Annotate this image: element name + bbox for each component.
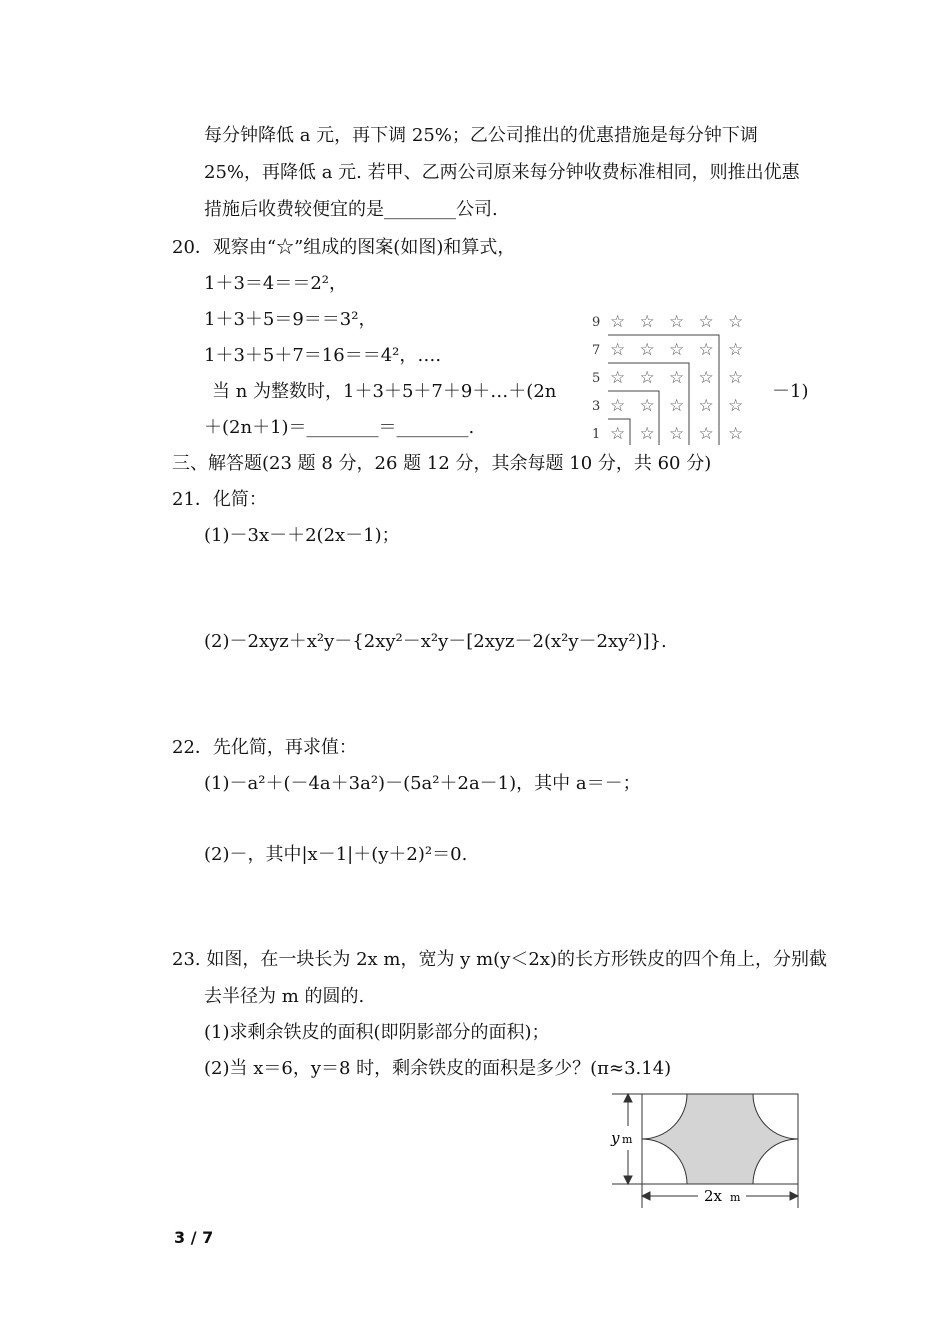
star-icon: ☆ (669, 396, 685, 416)
q21-part1: (1)－3x－＋2(2x－1)； (204, 525, 400, 546)
q22-part2: (2)－，其中|x－1|＋(y＋2)²＝0. (204, 844, 468, 865)
row-label: 1 (592, 427, 601, 442)
star-icon: ☆ (669, 340, 685, 360)
star-icon: ☆ (669, 312, 685, 332)
row-label: 9 (592, 315, 601, 330)
width-unit: m (622, 1133, 633, 1146)
star-icon: ☆ (728, 340, 744, 360)
section3-heading: 三、解答题(23 题 8 分，26 题 12 分，其余每题 10 分，共 60 分) (172, 453, 712, 474)
q20-eq2: 1＋3＋5＝9＝＝3²， (204, 309, 377, 330)
shaded-region (642, 1094, 798, 1184)
q20-stem: 20．观察由“☆”组成的图案(如图)和算式， (172, 237, 516, 258)
star-icon: ☆ (639, 396, 655, 416)
q20-ask-b: －1) (772, 381, 809, 402)
star-icon: ☆ (639, 368, 655, 388)
q23-part1: (1)求剩余铁皮的面积(即阴影部分的面积)； (204, 1022, 550, 1043)
star-icon: ☆ (610, 396, 626, 416)
length-label: 2x (704, 1187, 723, 1205)
q23-line1: 23. 如图，在一块长为 2x m，宽为 y m(y＜2x)的长方形铁皮的四个角上，分别截 (172, 949, 827, 970)
q19-line1: 每分钟降低 a 元，再下调 25%；乙公司推出的优惠措施是每分钟下调 (204, 125, 758, 146)
q23-line2: 去半径为 m 的圆的. (204, 986, 365, 1007)
star-icon: ☆ (669, 368, 685, 388)
star-icon: ☆ (669, 424, 685, 444)
star-pattern-figure (588, 306, 758, 448)
star-icon: ☆ (639, 424, 655, 444)
row-label: 3 (592, 399, 601, 414)
iron-sheet-figure (606, 1090, 806, 1214)
q22-stem: 22．先化简，再求值： (172, 737, 357, 758)
star-icon: ☆ (698, 312, 714, 332)
q21-stem: 21．化简： (172, 489, 267, 510)
star-icon: ☆ (728, 368, 744, 388)
q20-ask-c: ＋(2n＋1)＝________＝________. (204, 417, 475, 438)
star-icon: ☆ (698, 368, 714, 388)
width-label: y (611, 1129, 620, 1147)
star-icon: ☆ (639, 340, 655, 360)
star-icon: ☆ (639, 312, 655, 332)
row-label: 5 (592, 371, 601, 386)
star-icon: ☆ (728, 312, 744, 332)
star-icon: ☆ (698, 396, 714, 416)
star-icon: ☆ (610, 368, 626, 388)
q23-part2: (2)当 x＝6，y＝8 时，剩余铁皮的面积是多少？(π≈3.14) (204, 1058, 672, 1079)
star-icon: ☆ (610, 424, 626, 444)
star-icon: ☆ (698, 340, 714, 360)
q20-eq3: 1＋3＋5＋7＝16＝＝4²，…. (204, 345, 442, 366)
star-icon: ☆ (728, 396, 744, 416)
length-unit: m (730, 1191, 741, 1204)
q19-line3: 措施后收费较便宜的是________公司. (204, 199, 498, 220)
q21-part2: (2)－2xyz＋x²y－{2xy²－x²y－[2xyz－2(x²y－2xy²)]}. (204, 631, 667, 652)
page-number: 3 / 7 (174, 1228, 214, 1247)
q22-part1: (1)－a²＋(－4a＋3a²)－(5a²＋2a－1)，其中 a＝－； (204, 773, 641, 794)
star-icon: ☆ (610, 340, 626, 360)
q20-ask-a: 当 n 为整数时，1＋3＋5＋7＋9＋…＋(2n (212, 381, 557, 402)
q19-line2: 25%，再降低 a 元. 若甲、乙两公司原来每分钟收费标准相同，则推出优惠 (204, 162, 800, 183)
star-icon: ☆ (698, 424, 714, 444)
star-icon: ☆ (728, 424, 744, 444)
star-icon: ☆ (610, 312, 626, 332)
q20-eq1: 1＋3＝4＝＝2²， (204, 273, 348, 294)
row-label: 7 (592, 343, 601, 358)
